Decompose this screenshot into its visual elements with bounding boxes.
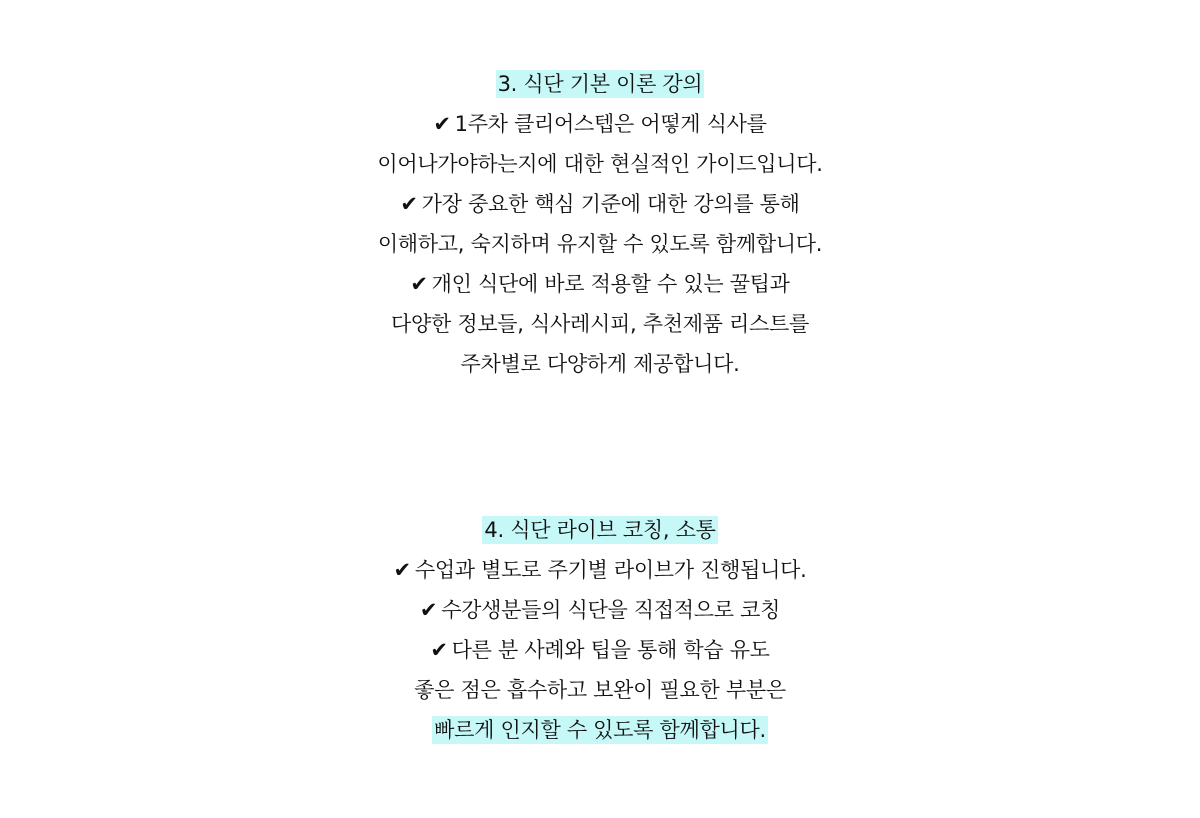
checkmark-icon: ✔ — [430, 638, 448, 662]
checkmark-icon: ✔ — [410, 272, 428, 296]
section-heading-text: 3. 식단 기본 이론 강의 — [497, 72, 703, 96]
content-line-text: 주차별로 다양하게 제공합니다. — [460, 352, 740, 376]
content-line-text: 수업과 별도로 주기별 라이브가 진행됩니다. — [414, 558, 807, 582]
section-heading — [0, 64, 1200, 104]
section-heading — [0, 510, 1200, 550]
content-line-text: 다양한 정보들, 식사레시피, 추천제품 리스트를 — [391, 312, 809, 336]
content-line — [0, 224, 1200, 264]
content-line-text: 이어나가야하는지에 대한 현실적인 가이드입니다. — [377, 152, 823, 176]
checkmark-icon: ✔ — [393, 558, 411, 582]
section-live-coaching — [0, 510, 1200, 750]
checkmark-icon: ✔ — [433, 112, 451, 136]
checkmark-icon: ✔ — [400, 192, 418, 216]
content-line — [0, 104, 1200, 144]
content-line — [0, 550, 1200, 590]
section-heading-text: 4. 식단 라이브 코칭, 소통 — [484, 518, 716, 542]
content-line — [0, 184, 1200, 224]
content-line — [0, 144, 1200, 184]
content-line — [0, 590, 1200, 630]
content-line-text-highlighted: 빠르게 인지할 수 있도록 함께합니다. — [434, 718, 766, 742]
content-line-text: 수강생분들의 식단을 직접적으로 코칭 — [441, 598, 781, 622]
content-line-text: 좋은 점은 흡수하고 보완이 필요한 부분은 — [414, 678, 786, 702]
content-line — [0, 264, 1200, 304]
content-line — [0, 304, 1200, 344]
section-diet-theory — [0, 64, 1200, 384]
content-line-text: 개인 식단에 바로 적용할 수 있는 꿀팁과 — [431, 272, 790, 296]
content-line-text: 1주차 클리어스텝은 어떻게 식사를 — [454, 112, 767, 136]
content-line — [0, 630, 1200, 670]
content-line — [0, 670, 1200, 710]
content-line-text: 가장 중요한 핵심 기준에 대한 강의를 통해 — [421, 192, 800, 216]
content-line-text: 이해하고, 숙지하며 유지할 수 있도록 함께합니다. — [377, 232, 823, 256]
content-line — [0, 710, 1200, 750]
checkmark-icon: ✔ — [419, 598, 438, 622]
content-line-text: 다른 분 사례와 팁을 통해 학습 유도 — [451, 638, 770, 662]
content-line — [0, 344, 1200, 384]
